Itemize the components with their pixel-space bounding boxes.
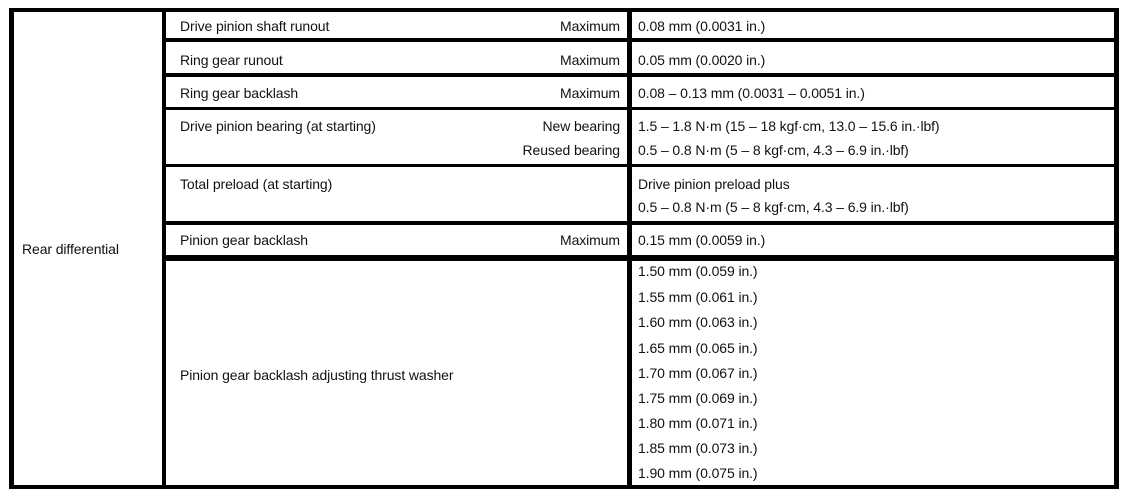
washer-size: 1.60 mm (0.063 in.) (638, 314, 758, 330)
column-divider (162, 8, 166, 489)
spec-value: 0.5 – 0.8 N·m (5 – 8 kgf·cm, 4.3 – 6.9 in.·lbf) (638, 142, 909, 158)
spec-value: 0.5 – 0.8 N·m (5 – 8 kgf·cm, 4.3 – 6.9 in.·lbf) (638, 199, 909, 215)
condition-label: Reused bearing (522, 142, 620, 158)
condition-label: Maximum (560, 52, 620, 68)
washer-size: 1.55 mm (0.061 in.) (638, 289, 758, 305)
row-divider (166, 255, 1114, 261)
condition-label: Maximum (560, 232, 620, 248)
row-divider (166, 38, 1114, 42)
washer-size: 1.50 mm (0.059 in.) (638, 263, 758, 279)
item-label: Total preload (at starting) (180, 176, 333, 192)
spec-value: 0.15 mm (0.0059 in.) (638, 232, 766, 248)
column-divider (627, 8, 632, 489)
spec-value: 0.05 mm (0.0020 in.) (638, 52, 766, 68)
condition-label: Maximum (560, 18, 620, 34)
section-label: Rear differential (22, 241, 119, 257)
washer-size: 1.80 mm (0.071 in.) (638, 415, 758, 431)
spec-value: Drive pinion preload plus (638, 176, 790, 192)
condition-label: New bearing (542, 118, 620, 134)
row-divider (166, 107, 1114, 110)
washer-size: 1.85 mm (0.073 in.) (638, 440, 758, 456)
washer-size: 1.90 mm (0.075 in.) (638, 465, 758, 481)
item-label: Ring gear backlash (180, 85, 299, 101)
item-label: Pinion gear backlash (180, 232, 308, 248)
washer-size: 1.75 mm (0.069 in.) (638, 390, 758, 406)
spec-value: 1.5 – 1.8 N·m (15 – 18 kgf·cm, 13.0 – 15.6 in.·lbf) (638, 118, 940, 134)
item-label: Ring gear runout (180, 52, 283, 68)
row-divider (166, 164, 1114, 167)
item-label: Drive pinion bearing (at starting) (180, 118, 376, 134)
row-divider (166, 73, 1114, 77)
row-divider (166, 221, 1114, 225)
spec-value: 0.08 mm (0.0031 in.) (638, 18, 766, 34)
washer-size: 1.70 mm (0.067 in.) (638, 365, 758, 381)
condition-label: Maximum (560, 85, 620, 101)
item-label: Pinion gear backlash adjusting thrust washer (180, 367, 454, 383)
item-label: Drive pinion shaft runout (180, 18, 330, 34)
washer-size: 1.65 mm (0.065 in.) (638, 340, 758, 356)
spec-value: 0.08 – 0.13 mm (0.0031 – 0.0051 in.) (638, 85, 865, 101)
